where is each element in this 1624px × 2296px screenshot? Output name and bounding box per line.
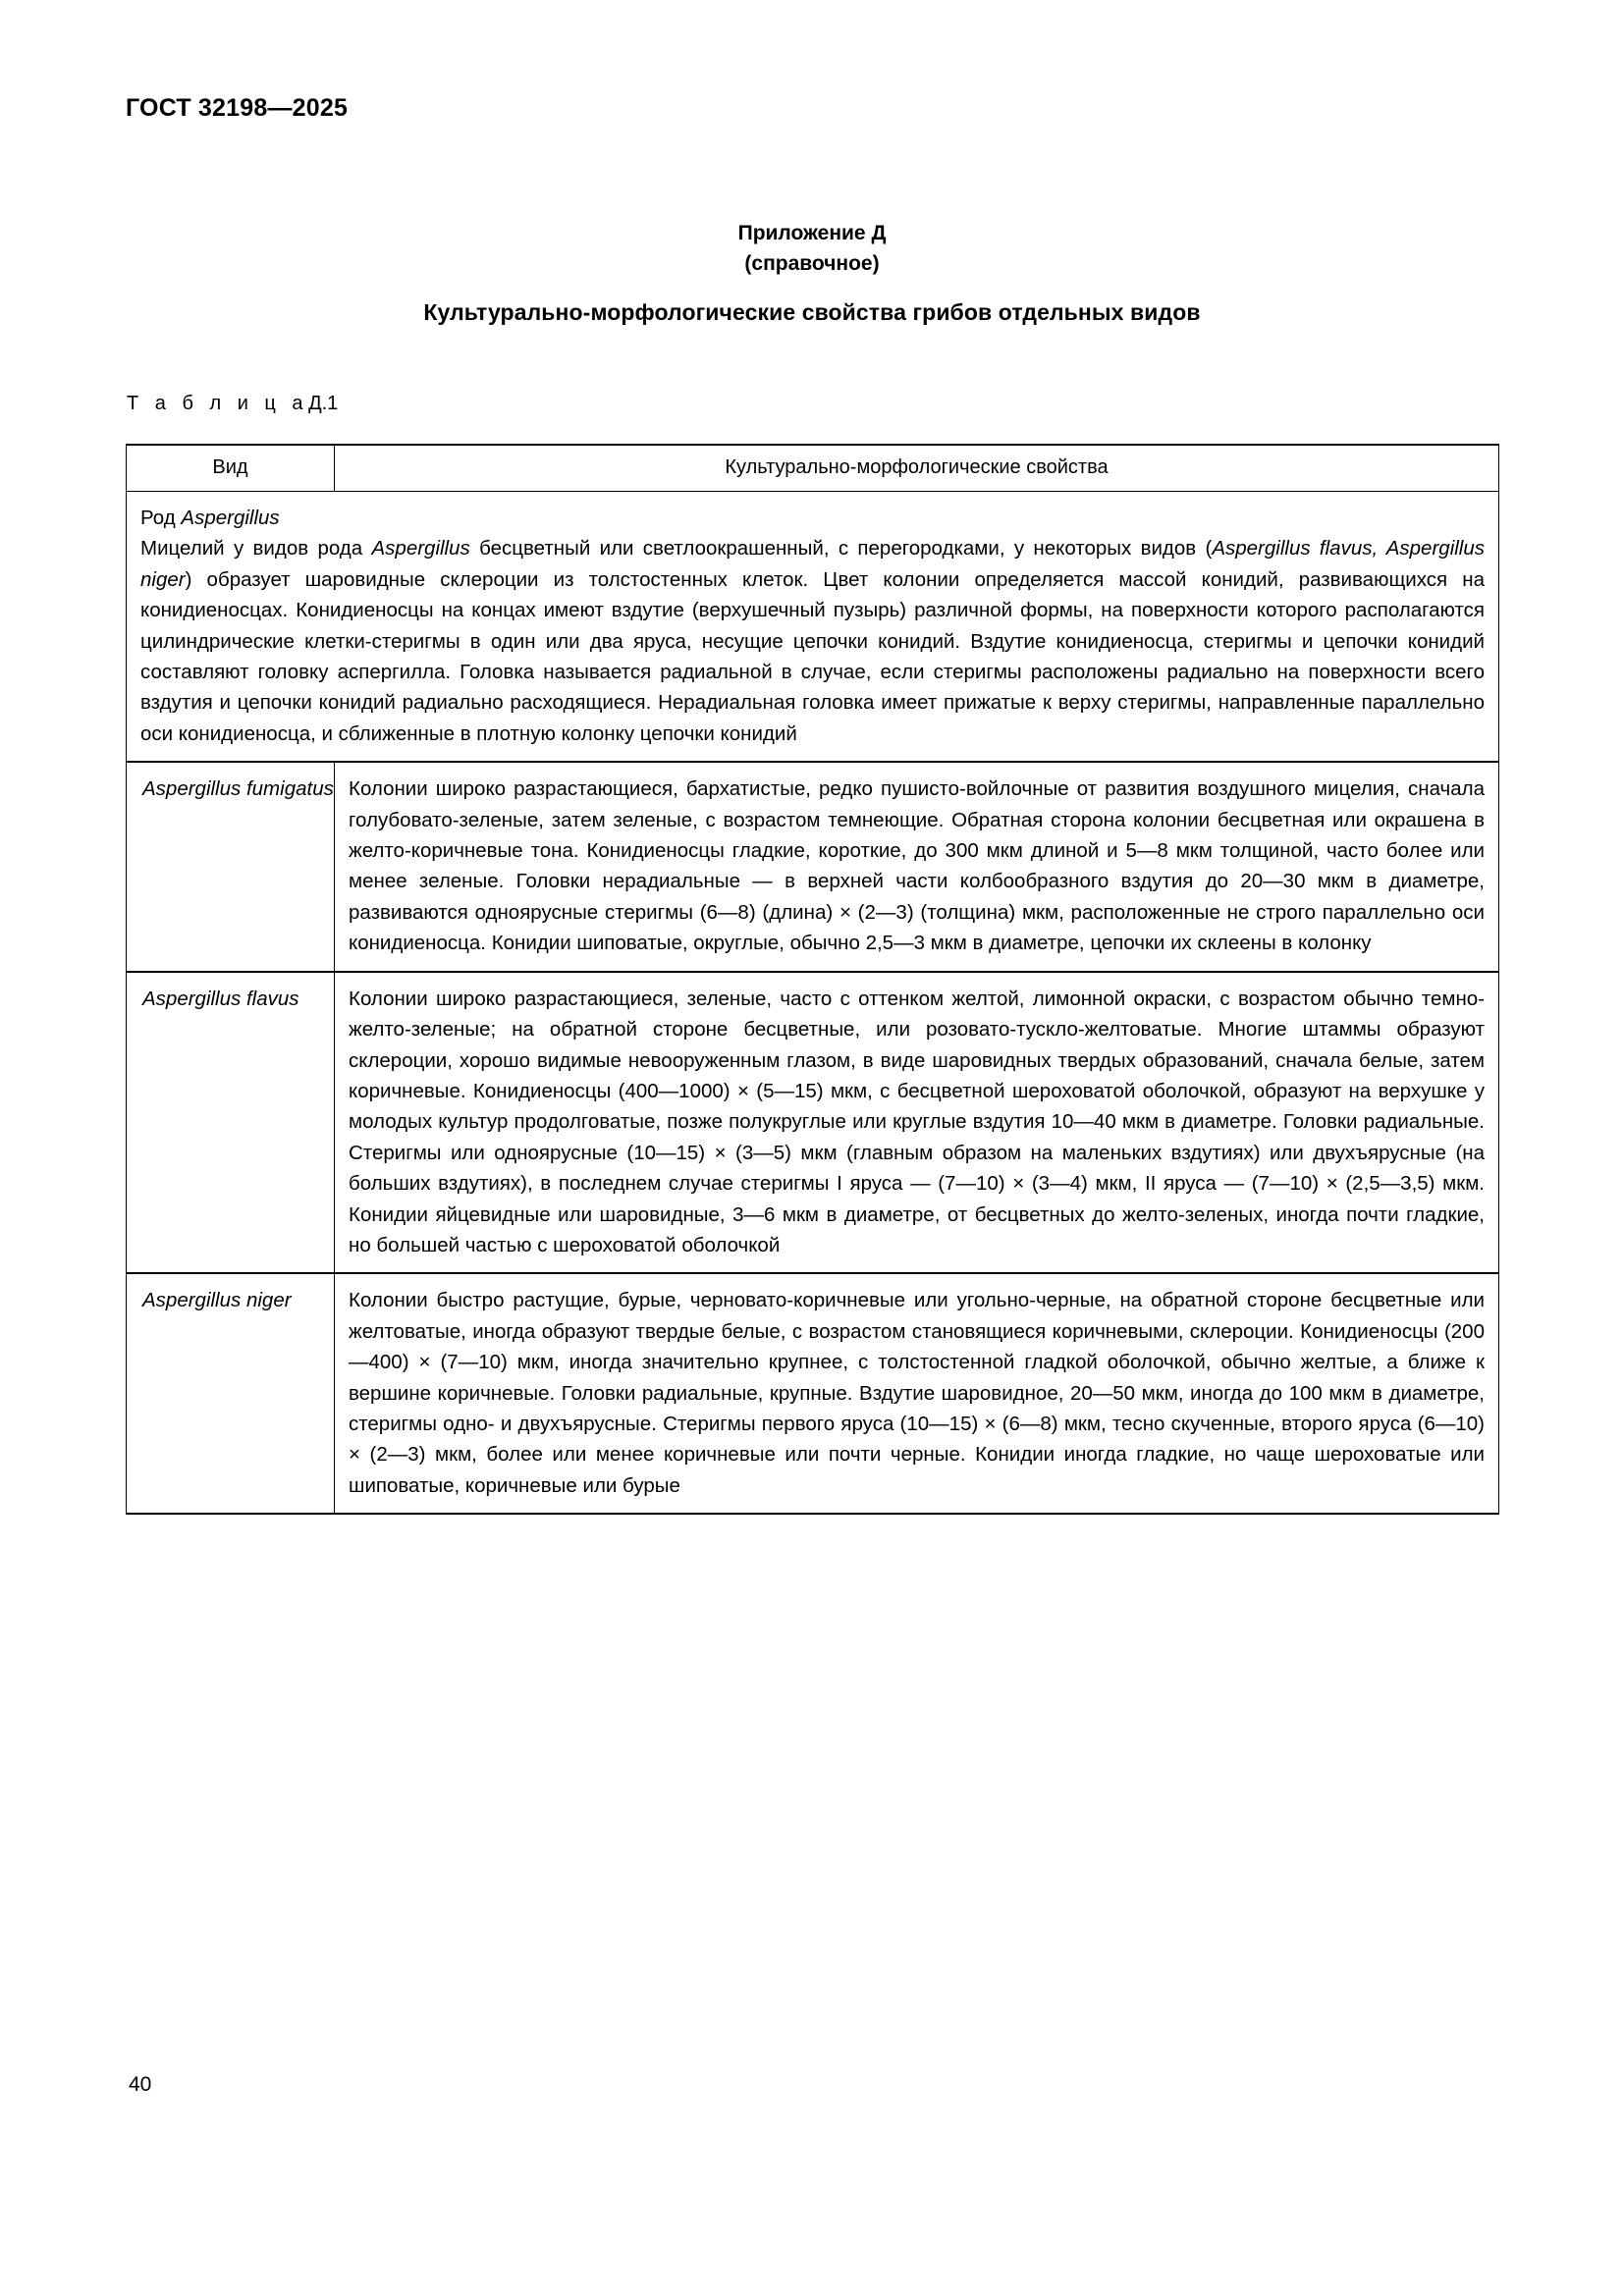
table-header xyxy=(127,445,1499,492)
table-caption xyxy=(127,393,338,415)
genus-text-2: бесцветный или светлоокрашенный, с перегородками, у некоторых видов ( xyxy=(469,537,1213,561)
appendix-title: Культурально-морфологические свойства грибов отдельных видов xyxy=(423,299,1201,325)
genus-italic-1: Aspergillus xyxy=(371,537,470,561)
column-header-species: Вид xyxy=(127,445,335,492)
species-name-flavus: Aspergillus flavus xyxy=(127,972,335,1274)
table-row-genus xyxy=(127,492,1499,763)
species-name-fumigatus: Aspergillus fumigatus xyxy=(127,762,335,971)
table-row xyxy=(127,972,1499,1274)
appendix-kind: (справочное) xyxy=(744,252,880,275)
genus-description-cell xyxy=(127,492,1499,763)
genus-heading-name: Aspergillus xyxy=(181,507,280,529)
genus-heading-prefix: Род xyxy=(140,507,182,529)
species-properties-table xyxy=(126,444,1499,1515)
appendix-caption-block xyxy=(126,218,1498,279)
genus-text-3: ) образует шаровидные склероции из толстостенных клеток. Цвет колонии определяется массой конидий, развивающихся на конидиеносцах. Конидиеносцы на концах имеют вздутие (верхушечный пузырь) различной формы, на поверхности которого располагаются цилиндрические клетки-стеригмы в один или два яруса, несущие цепочки конидий. Вздутие конидиеносца, стеригмы и цепочки конидий составляют головку аспергилла. Головка называется радиальной в случае, если стеригмы расположены радиально на поверхности всего вздутия и цепочки конидий радиально расходящиеся. Нерадиальная головка имеет прижатые к верху стеригмы, направленные параллельно оси конидиеносца, и сближенные в плотную колонку цепочки конидий xyxy=(140,567,1485,745)
species-properties-flavus: Колонии широко разрастающиеся, зеленые, часто с оттенком желтой, лимонной окраски, с возрастом обычно темно-желто-зеленые; на обратной стороне бесцветные, или розовато-тускло-желтоватые. Многие штаммы образуют склероции, хорошо видимые невооруженным глазом, в виде шаровидных твердых образований, сначала белые, затем коричневые. Конидиеносцы (400—1000) × (5—15) мкм, с бесцветной шероховатой оболочкой, образуют на верхушке у молодых культур продолговатые, позже полукруглые или круглые вздутия 10—40 мкм в диаметре. Головки радиальные. Стеригмы или одноярусные (10—15) × (3—5) мкм (главным образом на маленьких вздутиях) или двухъярусные (на больших вздутиях), в последнем случае стеригмы I яруса — (7—10) × (3—4) мкм, II яруса — (7—10) × (2,5—3,5) мкм. Конидии яйцевидные или шаровидные, 3—6 мкм в диаметре, от бесцветных до желто-зеленых, иногда почти гладкие, но большей частью с шероховатой оболочкой xyxy=(335,972,1499,1274)
species-properties-fumigatus: Колонии широко разрастающиеся, бархатистые, редко пушисто-войлочные от развития воздушного мицелия, сначала голубовато-зеленые, затем зеленые, с возрастом темнеющие. Обратная сторона колонии бесцветная или окрашена в желто-коричневые тона. Конидиеносцы гладкие, короткие, до 300 мкм длиной и 5—8 мкм толщиной, часто более или менее зеленые. Головки нерадиальные — в верхней части колбообразного вздутия до 20—30 мкм в диаметре, развиваются одноярусные стеригмы (6—8) (длина) × (2—3) (толщина) мкм, расположенные не строго параллельно оси конидиеносца. Конидии шиповатые, округлые, обычно 2,5—3 мкм в диаметре, цепочки их склеены в колонку xyxy=(335,762,1499,971)
appendix-label: Приложение Д xyxy=(737,222,887,244)
document-standard-header: ГОСТ 32198—2025 xyxy=(126,94,349,122)
genus-italic-2: Aspergillus flavus, Aspergillus niger xyxy=(140,537,1486,591)
column-header-properties: Культурально-морфологические свойства xyxy=(335,445,1499,492)
genus-heading xyxy=(140,503,1485,533)
species-properties-niger: Колонии быстро растущие, бурые, черновато-коричневые или угольно-черные, на обратной стороне бесцветные или желтоватые, иногда образуют твердые белые, с возрастом становящиеся коричневыми, склероции. Конидиеносцы (200—400) × (7—10) мкм, иногда значительно крупнее, с толстостенной гладкой оболочкой, обычно желтые, а ближе к вершине коричневые. Головки радиальные, крупные. Вздутие шаровидное, 20—50 мкм, иногда до 100 мкм в диаметре, стеригмы одно- и двухъярусные. Стеригмы первого яруса (10—15) × (6—8) мкм, тесно скученные, второго яруса (6—10) × (2—3) мкм, более или менее коричневые или почти черные. Конидии иногда гладкие, но чаще шероховатые или шиповатые, коричневые или бурые xyxy=(335,1273,1499,1514)
table-body xyxy=(127,492,1499,1515)
table-caption-word: Т а б л и ц а xyxy=(127,393,309,414)
table-caption-number: Д.1 xyxy=(308,393,339,414)
table-row xyxy=(127,762,1499,971)
genus-text-1: Мицелий у видов рода xyxy=(140,537,372,561)
page-number: 40 xyxy=(129,2073,152,2096)
table-row xyxy=(127,1273,1499,1514)
species-name-niger: Aspergillus niger xyxy=(127,1273,335,1514)
table-header-row xyxy=(127,445,1499,492)
